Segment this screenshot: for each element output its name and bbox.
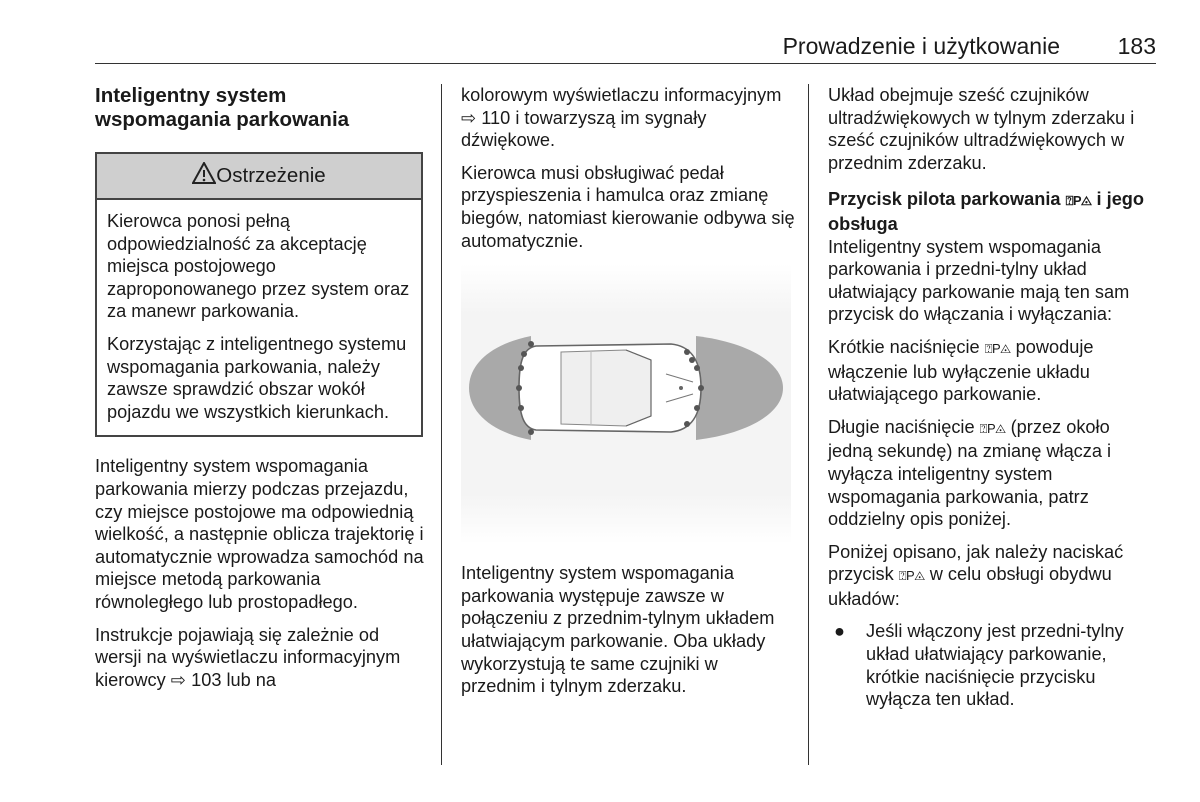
bullet-list [828,620,1158,710]
parking-sensor-figure [461,264,791,544]
header-rule [95,63,1156,64]
parking-assist-button-icon: ⍰P◬ [979,420,1006,436]
parking-assist-button-icon: ⍰P◬ [898,568,925,584]
car-top-view-icon [519,344,701,432]
list-item: ● Jeśli włączony jest przedni-tylny układ ułatwiający parkowanie, krótkie naciśnięcie przycisku wyłącza ten układ. [834,621,1124,710]
paragraph: Inteligentny system wspomagania parkowania mierzy podczas przejazdu, czy miejsce postojowe ma odpowiednią wielkość, a następnie oblicza trajektorię i automatycznie wprowadza samochód na miejsce metodą parkowania równoległego lub prostopadłego. [95,456,424,612]
warning-triangle-icon [192,162,216,190]
column-divider-1 [441,84,442,765]
subheading: Przycisk pilota parkowania ⍰P◬ i jego obsługa [828,189,1145,234]
warning-header [97,154,421,200]
paragraph: Instrukcje pojawiają się zależnie od wersji na wyświetlaczu informacyjnym kierowcy ⇨ 103 lub na [95,624,401,690]
paragraph: Poniżej opisano, jak należy naciskać przycisk ⍰P◬ w celu obsługi obydwu układów: [828,541,1124,609]
front-sensor-zone [696,336,783,440]
warning-paragraph-2: Korzystając z inteligentnego systemu wspomagania parkowania, należy zawsze sprawdzić obszar wokół pojazdu we wszystkich kierunkach. [107,333,407,422]
parking-assist-button-icon: ⍰P◬ [1065,193,1092,209]
paragraph: kolorowym wyświetlaczu informacyjnym ⇨ 110 i towarzyszą im sygnały dźwiękowe. [461,85,782,151]
paragraph: Inteligentny system wspomagania parkowania występuje zawsze w połączeniu z przednim-tylnym układem ułatwiającym parkowanie. Oba układy wykorzystują te same czujniki w przednim i tylnym zderzaku. [461,563,775,697]
page-header-title: Prowadzenie i użytkowanie [782,33,1060,59]
paragraph: Układ obejmuje sześć czujników ultradźwiękowych w tylnym zderzaku i sześć czujników ultradźwiękowych w przednim zderzaku. [828,85,1135,173]
parking-assist-button-icon: ⍰P◬ [984,340,1011,356]
paragraph: Krótkie naciśnięcie ⍰P◬ powoduje włączenie lub wyłączenie układu ułatwiającego parkowanie. [828,336,1094,405]
paragraph: Długie naciśnięcie ⍰P◬ (przez około jedną sekundę) na zmianę włącza i wyłącza inteligentny system wspomagania parkowania, patrz oddzielny opis poniżej. [828,416,1112,530]
column-divider-2 [808,84,809,765]
paragraph: Inteligentny system wspomagania parkowania i przedni-tylny układ ułatwiający parkowanie mają ten sam przycisk do włączania i wyłączania: [828,236,1130,325]
page-number: 183 [1117,33,1156,59]
warning-body [97,200,421,435]
warning-paragraph-1: Kierowca ponosi pełną odpowiedzialność za akceptację miejsca postojowego zaproponowanego przez system oraz za manewr parkowania. [107,211,410,322]
paragraph: Kierowca musi obsługiwać pedał przyspieszenia i hamulca oraz zmianę biegów, natomiast kierowanie odbywa się automatycznie. [461,162,795,251]
section-heading: Inteligentny system wspomagania parkowania [95,84,350,131]
warning-box [95,152,423,437]
bullet-dot-icon: ● [834,621,845,642]
warning-title: Ostrzeżenie [216,163,326,187]
column-1 [95,84,425,701]
column-2 [461,84,796,708]
column-3 [828,84,1158,711]
